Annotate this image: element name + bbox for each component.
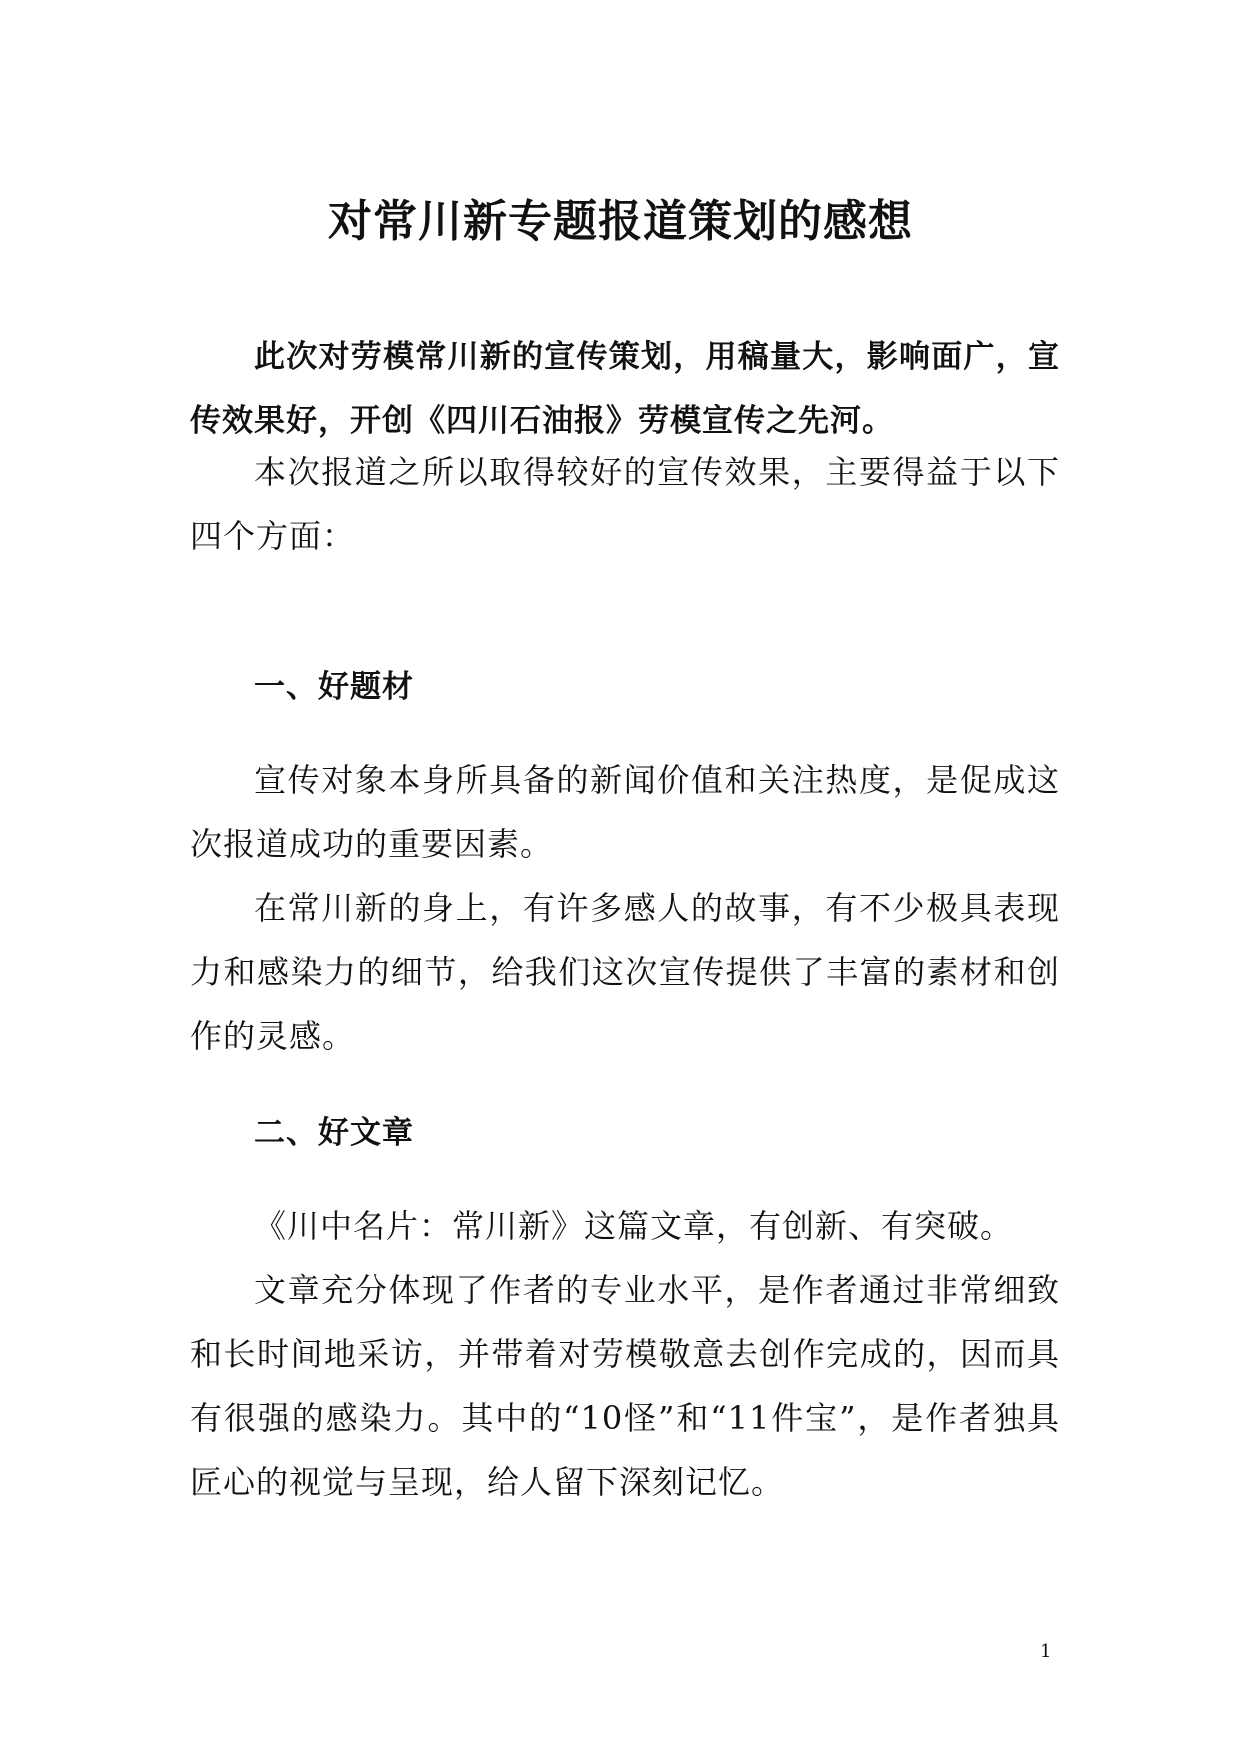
document-title: 对常川新专题报道策划的感想	[328, 196, 913, 247]
section1-paragraph-1: 宣传对象本身所具备的新闻价值和关注热度，是促成这次报道成功的重要因素。	[190, 761, 1060, 863]
section-heading-1: 一、好题材	[254, 669, 414, 705]
section-heading-2: 二、好文章	[254, 1115, 414, 1151]
section2-paragraph-1: 《川中名片：常川新》这篇文章，有创新、有突破。	[254, 1207, 1014, 1245]
intro-bold-paragraph: 此次对劳模常川新的宣传策划，用稿量大，影响面广，宣传效果好，开创《四川石油报》劳模宣传之先河。	[190, 339, 1060, 439]
page-number: 1	[1040, 1641, 1052, 1662]
intro-paragraph: 本次报道之所以取得较好的宣传效果，主要得益于以下四个方面：	[190, 453, 1060, 555]
section2-paragraph-2: 文章充分体现了作者的专业水平，是作者通过非常细致和长时间地采访，并带着对劳模敬意去创作完成的，因而具有很强的感染力。其中的“10怪”和“11件宝”，是作者独具匠心的视觉与呈现，给人留下深刻记忆。	[190, 1271, 1060, 1501]
section1-paragraph-2: 在常川新的身上，有许多感人的故事，有不少极具表现力和感染力的细节，给我们这次宣传提供了丰富的素材和创作的灵感。	[190, 889, 1060, 1055]
